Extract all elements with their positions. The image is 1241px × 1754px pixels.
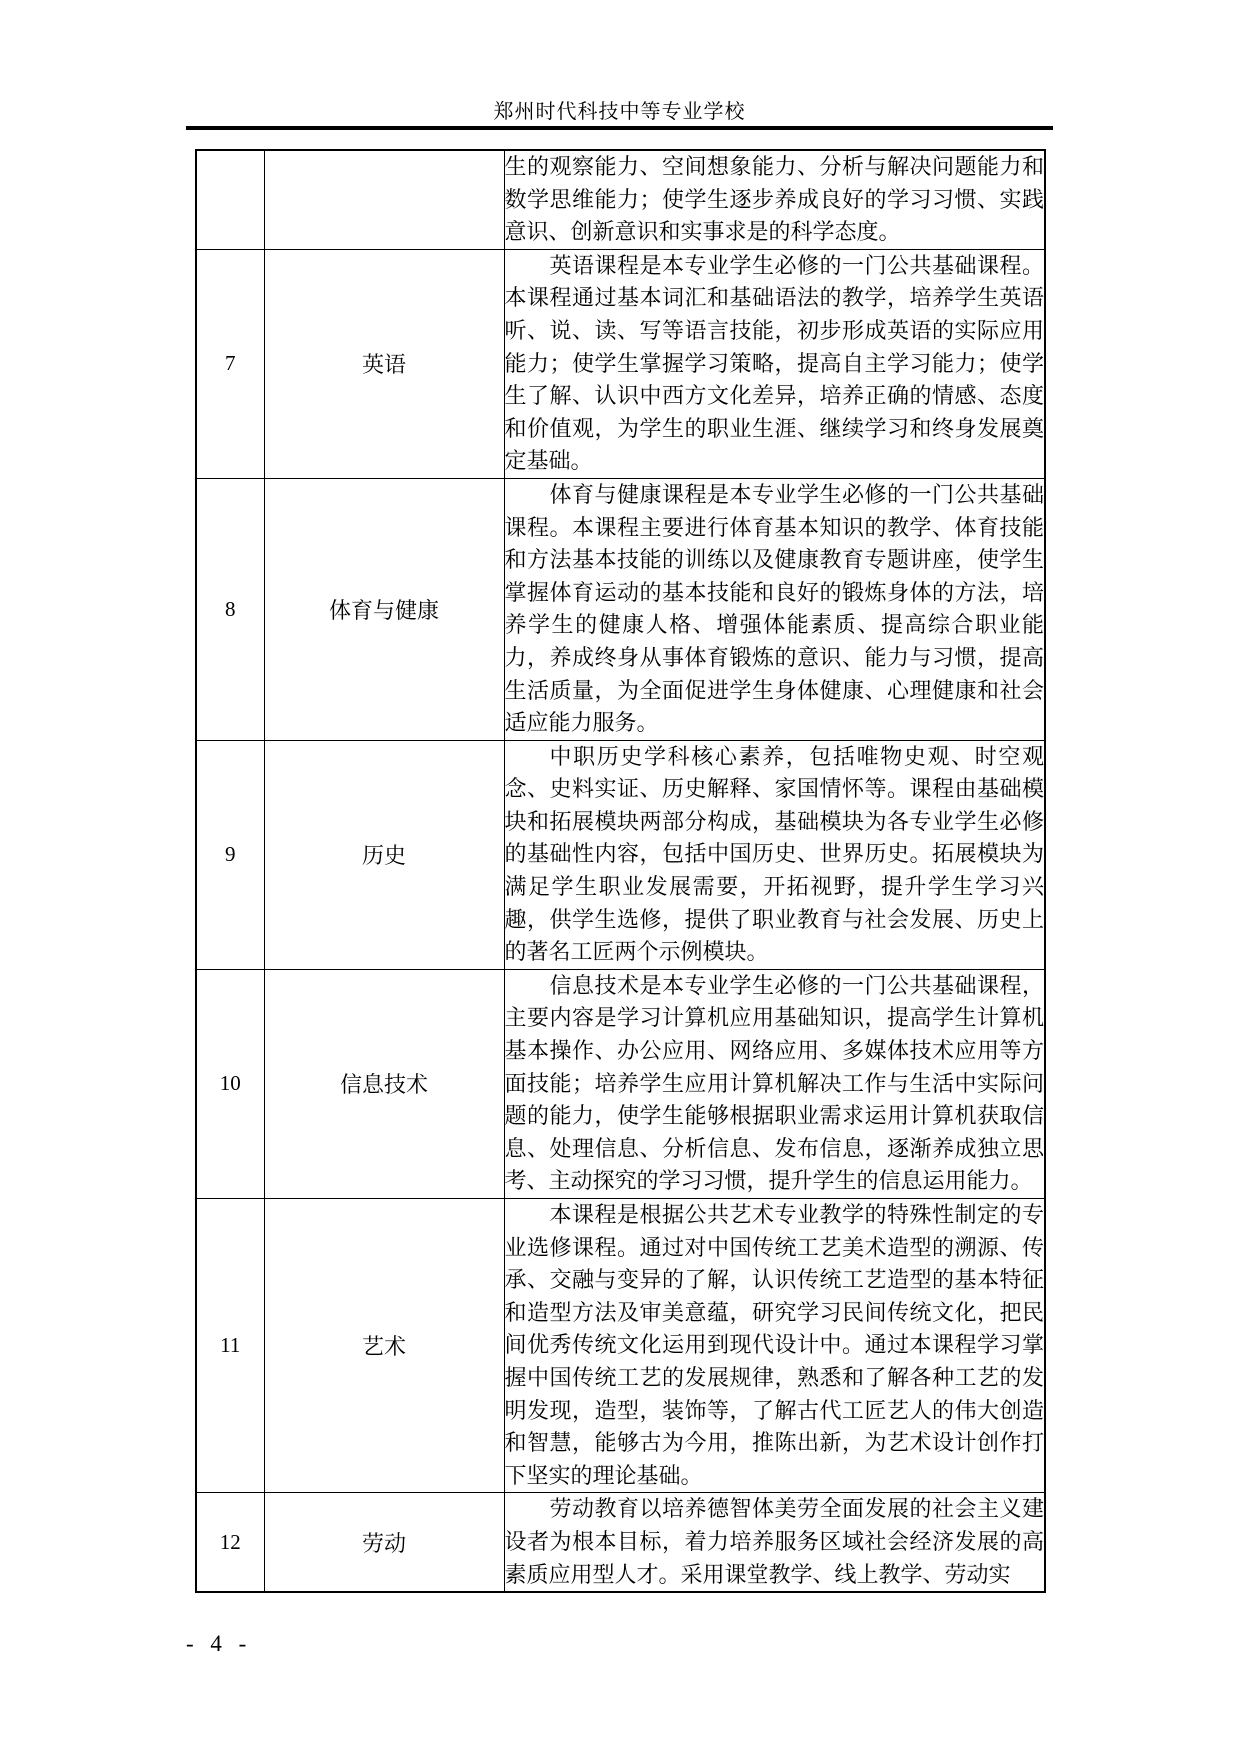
course-number-cell <box>196 150 264 249</box>
course-name-cell <box>264 150 504 249</box>
table-row <box>196 1199 1045 1493</box>
table-row <box>196 969 1045 1198</box>
course-description-text: 劳动教育以培养德智体美劳全面发展的社会主义建设者为根本目标，着力培养服务区域社会经济发展的高素质应用型人才。采用课堂教学、线上教学、劳动实 <box>504 1496 1044 1587</box>
course-number-cell: 9 <box>196 740 264 969</box>
course-description-text: 英语课程是本专业学生必修的一门公共基础课程。本课程通过基本词汇和基础语法的教学，培养学生英语听、说、读、写等语言技能，初步形成英语的实际应用能力；使学生掌握学习策略，提高自主学习能力；使学生了解、认识中西方文化差异，培养正确的情感、态度和价值观，为学生的职业生涯、继续学习和终身发展奠定基础。 <box>504 252 1044 474</box>
course-number-cell: 10 <box>196 969 264 1198</box>
course-description-cell <box>504 1199 1045 1493</box>
course-description-cell <box>504 969 1045 1198</box>
course-description-text: 生的观察能力、空间想象能力、分析与解决问题能力和数学思维能力；使学生逐步养成良好的学习习惯、实践意识、创新意识和实事求是的科学态度。 <box>504 154 1044 245</box>
course-description-table <box>195 149 1046 1593</box>
course-description-cell <box>504 249 1045 478</box>
course-number-cell: 12 <box>196 1493 264 1592</box>
course-description-text: 本课程是根据公共艺术专业教学的特殊性制定的专业选修课程。通过对中国传统工艺美术造型的溯源、传承、交融与变异的了解，认识传统工艺造型的基本特征和造型方法及审美意蕴，研究学习民间传统文化，把民间优秀传统文化运用到现代设计中。通过本课程学习掌握中国传统工艺的发展规律，熟悉和了解各种工艺的发明发现，造型，装饰等，了解古代工匠艺人的伟大创造和智慧，能够古为今用，推陈出新，为艺术设计创作打下坚实的理论基础。 <box>504 1202 1044 1488</box>
course-description-cell <box>504 740 1045 969</box>
course-number-cell: 11 <box>196 1199 264 1493</box>
header-school-name: 郑州时代科技中等专业学校 <box>493 101 746 123</box>
course-name-cell: 艺术 <box>264 1199 504 1493</box>
header-rule <box>186 126 1053 130</box>
course-description-cell <box>504 1493 1045 1592</box>
course-name-cell: 信息技术 <box>264 969 504 1198</box>
course-number-cell: 8 <box>196 478 264 740</box>
course-name-cell: 体育与健康 <box>264 478 504 740</box>
course-name-cell: 历史 <box>264 740 504 969</box>
table-row <box>196 150 1045 249</box>
course-description-text: 体育与健康课程是本专业学生必修的一门公共基础课程。本课程主要进行体育基本知识的教学、体育技能和方法基本技能的训练以及健康教育专题讲座，使学生掌握体育运动的基本技能和良好的锻炼身体的方法，培养学生的健康人格、增强体能素质、提高综合职业能力，养成终身从事体育锻炼的意识、能力与习惯，提高生活质量，为全面促进学生身体健康、心理健康和社会适应能力服务。 <box>504 481 1044 736</box>
course-name-cell: 劳动 <box>264 1493 504 1592</box>
course-description-text: 中职历史学科核心素养，包括唯物史观、时空观念、史料实证、历史解释、家国情怀等。课程由基础模块和拓展模块两部分构成，基础模块为各专业学生必修的基础性内容，包括中国历史、世界历史。拓展模块为满足学生职业发展需要，开拓视野，提升学生学习兴趣，供学生选修，提供了职业教育与社会发展、历史上的著名工匠两个示例模块。 <box>504 743 1044 965</box>
course-description-cell <box>504 150 1045 249</box>
table-row <box>196 478 1045 740</box>
course-description-cell <box>504 478 1045 740</box>
course-name-cell: 英语 <box>264 249 504 478</box>
table-row <box>196 1493 1045 1592</box>
table-row <box>196 740 1045 969</box>
page-number: - 4 - <box>186 1631 248 1656</box>
course-description-text: 信息技术是本专业学生必修的一门公共基础课程，主要内容是学习计算机应用基础知识，提高学生计算机基本操作、办公应用、网络应用、多媒体技术应用等方面技能；培养学生应用计算机解决工作与生活中实际问题的能力，使学生能够根据职业需求运用计算机获取信息、处理信息、分析信息、发布信息，逐渐养成独立思考、主动探究的学习习惯，提升学生的信息运用能力。 <box>504 972 1044 1194</box>
course-number-cell: 7 <box>196 249 264 478</box>
table-row <box>196 249 1045 478</box>
